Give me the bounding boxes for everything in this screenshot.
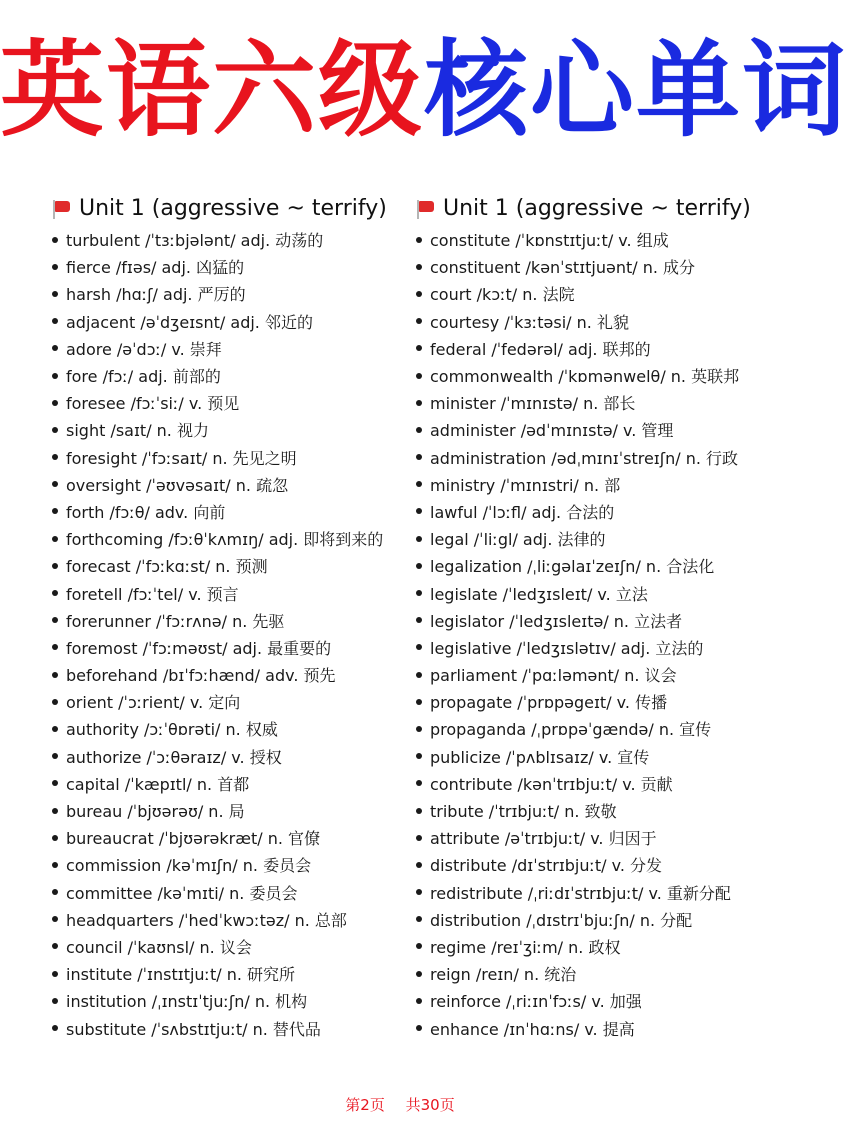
bullet-icon [416,835,422,841]
word-entry: forecast /ˈfɔːkɑːst/ n. 预测 [66,557,268,577]
word-entry: forthcoming /fɔːθˈkʌmɪŋ/ adj. 即将到来的 [66,530,384,550]
title-red-part: 英语六级 [0,29,425,151]
word-entry: courtesy /ˈkɜːtəsi/ n. 礼貌 [430,312,629,332]
bullet-icon [52,644,58,650]
bullet-icon [416,563,422,569]
list-item [50,661,410,688]
bullet-icon [52,998,58,1004]
list-item [50,634,410,661]
list-item [50,362,410,389]
word-entry: legislate /ˈledʒɪsleɪt/ v. 立法 [430,584,648,604]
list-item [50,280,410,307]
word-entry: orient /ˈɔːrient/ v. 定向 [66,693,241,713]
word-entry: tribute /ˈtrɪbjuːt/ n. 致敬 [430,802,617,822]
word-entry: fierce /fɪəs/ adj. 凶猛的 [66,258,245,278]
list-item [50,579,410,606]
bullet-icon [416,699,422,705]
list-item [50,906,410,933]
bullet-icon [416,916,422,922]
list-item [50,335,410,362]
list-item [414,362,784,389]
list-item [414,906,784,933]
list-item [50,688,410,715]
list-item [414,335,784,362]
list-item [50,987,410,1014]
word-entry: regime /reɪˈʒiːm/ n. 政权 [430,937,621,957]
list-item [414,634,784,661]
bullet-icon [416,373,422,379]
bullet-icon [52,291,58,297]
bullet-icon [52,780,58,786]
word-entry: minister /ˈmɪnɪstə/ n. 部长 [430,394,636,414]
word-entry: distribution /ˌdɪstrɪˈbjuːʃn/ n. 分配 [430,910,693,930]
bullet-icon [416,726,422,732]
word-entry: oversight /ˈəʊvəsaɪt/ n. 疏忽 [66,475,289,495]
list-item [50,389,410,416]
list-item [414,960,784,987]
unit-heading [414,192,784,226]
bullet-icon [416,971,422,977]
list-item [414,933,784,960]
bullet-icon [52,699,58,705]
bullet-icon [52,889,58,895]
list-item [414,308,784,335]
word-entry: legal /ˈliːgl/ adj. 法律的 [430,530,606,550]
red-flag-icon [414,198,436,220]
bullet-icon [52,373,58,379]
list-item [50,1014,410,1041]
word-entry: reign /reɪn/ n. 统治 [430,965,577,985]
word-entry: forerunner /ˈfɔːrʌnə/ n. 先驱 [66,611,285,631]
bullet-icon [416,889,422,895]
bullet-icon [416,291,422,297]
bullet-icon [52,753,58,759]
list-item [414,471,784,498]
bullet-icon [416,644,422,650]
list-item [50,498,410,525]
list-item [50,308,410,335]
list-item [414,444,784,471]
list-item [50,770,410,797]
word-entry: administration /ədˌmɪnɪˈstreɪʃn/ n. 行政 [430,448,739,468]
word-entry: bureau /ˈbjʊərəʊ/ n. 局 [66,802,245,822]
word-entry: adjacent /əˈdʒeɪsnt/ adj. 邻近的 [66,312,313,332]
bullet-icon [52,454,58,460]
word-entry: foremost /ˈfɔːməʊst/ adj. 最重要的 [66,638,332,658]
list-item [414,743,784,770]
bullet-icon [416,536,422,542]
bullet-icon [52,916,58,922]
bullet-icon [52,237,58,243]
bullet-icon [416,237,422,243]
bullet-icon [52,835,58,841]
bullet-icon [52,536,58,542]
bullet-icon [52,862,58,868]
bullet-icon [52,427,58,433]
list-item [50,444,410,471]
bullet-icon [52,508,58,514]
word-list [414,226,784,1042]
list-item [50,824,410,851]
red-flag-icon [50,198,72,220]
bullet-icon [416,400,422,406]
list-item [414,579,784,606]
page-footer [0,1094,800,1116]
word-entry: turbulent /ˈtɜːbjələnt/ adj. 动荡的 [66,231,324,251]
word-entry: beforehand /bɪˈfɔːhænd/ adv. 预先 [66,666,336,686]
list-item [50,607,410,634]
bullet-icon [52,563,58,569]
word-entry: publicize /ˈpʌblɪsaɪz/ v. 宣传 [430,747,650,767]
title-blue-part: 核心单词 [424,29,848,151]
word-entry: legislator /ˈledʒɪsleɪtə/ n. 立法者 [430,611,683,631]
word-entry: constituent /kənˈstɪtjuənt/ n. 成分 [430,258,696,278]
word-entry: legalization /ˌliːgəlaɪˈzeɪʃn/ n. 合法化 [430,557,715,577]
bullet-icon [416,508,422,514]
bullet-icon [52,345,58,351]
list-item [414,525,784,552]
word-entry: commission /kəˈmɪʃn/ n. 委员会 [66,856,312,876]
list-item [414,280,784,307]
word-entry: headquarters /ˈhedˈkwɔːtəz/ n. 总部 [66,910,347,930]
list-item [414,879,784,906]
list-item [414,824,784,851]
word-entry: fore /fɔː/ adj. 前部的 [66,367,221,387]
bullet-icon [52,318,58,324]
bullet-icon [52,672,58,678]
word-entry: foresight /ˈfɔːsaɪt/ n. 先见之明 [66,448,297,468]
word-entry: foretell /fɔːˈtel/ v. 预言 [66,584,239,604]
word-entry: parliament /ˈpɑːləmənt/ n. 议会 [430,666,677,686]
bullet-icon [416,943,422,949]
word-entry: harsh /hɑːʃ/ adj. 严厉的 [66,285,246,305]
list-item [414,770,784,797]
list-item [414,416,784,443]
word-entry: bureaucrat /ˈbjʊərəkræt/ n. 官僚 [66,829,321,849]
list-item [414,389,784,416]
word-entry: court /kɔːt/ n. 法院 [430,285,575,305]
bullet-icon [52,971,58,977]
bullet-icon [52,400,58,406]
word-entry: institution /ˌɪnstɪˈtjuːʃn/ n. 机构 [66,992,308,1012]
word-entry: council /ˈkaʊnsl/ n. 议会 [66,937,252,957]
list-item [50,933,410,960]
page-title [0,26,848,154]
unit-heading-text: Unit 1 (aggressive ~ terrify) [79,196,387,221]
word-entry: administer /ədˈmɪnɪstə/ v. 管理 [430,421,674,441]
word-entry: federal /ˈfedərəl/ adj. 联邦的 [430,339,651,359]
bullet-icon [416,780,422,786]
list-item [414,1014,784,1041]
list-item [414,552,784,579]
list-item [414,253,784,280]
list-item [50,960,410,987]
bullet-icon [416,318,422,324]
bullet-icon [416,427,422,433]
word-entry: attribute /əˈtrɪbjuːt/ v. 归因于 [430,829,657,849]
page-total: 共30页 [405,1096,455,1114]
list-item [50,879,410,906]
list-item [414,661,784,688]
word-entry: foresee /fɔːˈsiː/ v. 预见 [66,394,240,414]
list-item [50,797,410,824]
bullet-icon [52,481,58,487]
list-item [50,715,410,742]
list-item [50,226,410,253]
word-entry: legislative /ˈledʒɪslətɪv/ adj. 立法的 [430,638,704,658]
word-entry: propagate /ˈprɒpəgeɪt/ v. 传播 [430,693,668,713]
right-column [414,192,784,1042]
bullet-icon [52,726,58,732]
unit-heading [50,192,410,226]
word-entry: institute /ˈɪnstɪtjuːt/ n. 研究所 [66,965,296,985]
unit-heading-text: Unit 1 (aggressive ~ terrify) [443,196,751,221]
word-entry: lawful /ˈlɔːfl/ adj. 合法的 [430,502,615,522]
bullet-icon [52,590,58,596]
word-entry: constitute /ˈkɒnstɪtjuːt/ v. 组成 [430,231,669,251]
word-entry: commonwealth /ˈkɒmənwelθ/ n. 英联邦 [430,367,740,387]
word-entry: capital /ˈkæpɪtl/ n. 首都 [66,774,250,794]
list-item [50,253,410,280]
bullet-icon [416,808,422,814]
bullet-icon [52,1025,58,1031]
page-number: 第2页 [345,1096,385,1114]
bullet-icon [416,998,422,1004]
word-entry: committee /kəˈmɪti/ n. 委员会 [66,883,298,903]
word-list [50,226,410,1042]
bullet-icon [52,617,58,623]
word-entry: reinforce /ˌriːɪnˈfɔːs/ v. 加强 [430,992,642,1012]
bullet-icon [416,345,422,351]
word-entry: adore /əˈdɔː/ v. 崇拜 [66,339,222,359]
bullet-icon [416,753,422,759]
word-entry: contribute /kənˈtrɪbjuːt/ v. 贡献 [430,774,673,794]
list-item [414,688,784,715]
bullet-icon [52,808,58,814]
bullet-icon [416,264,422,270]
word-entry: enhance /ɪnˈhɑːns/ v. 提高 [430,1019,635,1039]
list-item [50,471,410,498]
list-item [50,552,410,579]
word-entry: ministry /ˈmɪnɪstri/ n. 部 [430,475,621,495]
list-item [414,498,784,525]
bullet-icon [416,454,422,460]
bullet-icon [416,862,422,868]
list-item [50,416,410,443]
list-item [50,525,410,552]
bullet-icon [52,943,58,949]
list-item [414,226,784,253]
word-entry: redistribute /ˌriːdɪˈstrɪbjuːt/ v. 重新分配 [430,883,731,903]
list-item [414,607,784,634]
word-entry: substitute /ˈsʌbstɪtjuːt/ n. 替代品 [66,1019,321,1039]
list-item [50,743,410,770]
list-item [414,797,784,824]
word-entry: propaganda /ˌprɒpəˈgændə/ n. 宣传 [430,720,712,740]
word-entry: authorize /ˈɔːθəraɪz/ v. 授权 [66,747,282,767]
bullet-icon [416,1025,422,1031]
bullet-icon [52,264,58,270]
list-item [414,715,784,742]
word-entry: distribute /dɪˈstrɪbjuːt/ v. 分发 [430,856,663,876]
bullet-icon [416,481,422,487]
left-column [50,192,410,1042]
bullet-icon [416,590,422,596]
word-entry: authority /ɔːˈθɒrəti/ n. 权威 [66,720,278,740]
word-entry: forth /fɔːθ/ adv. 向前 [66,502,226,522]
list-item [414,851,784,878]
list-item [414,987,784,1014]
list-item [50,851,410,878]
bullet-icon [416,617,422,623]
bullet-icon [416,672,422,678]
word-entry: sight /saɪt/ n. 视力 [66,421,209,441]
